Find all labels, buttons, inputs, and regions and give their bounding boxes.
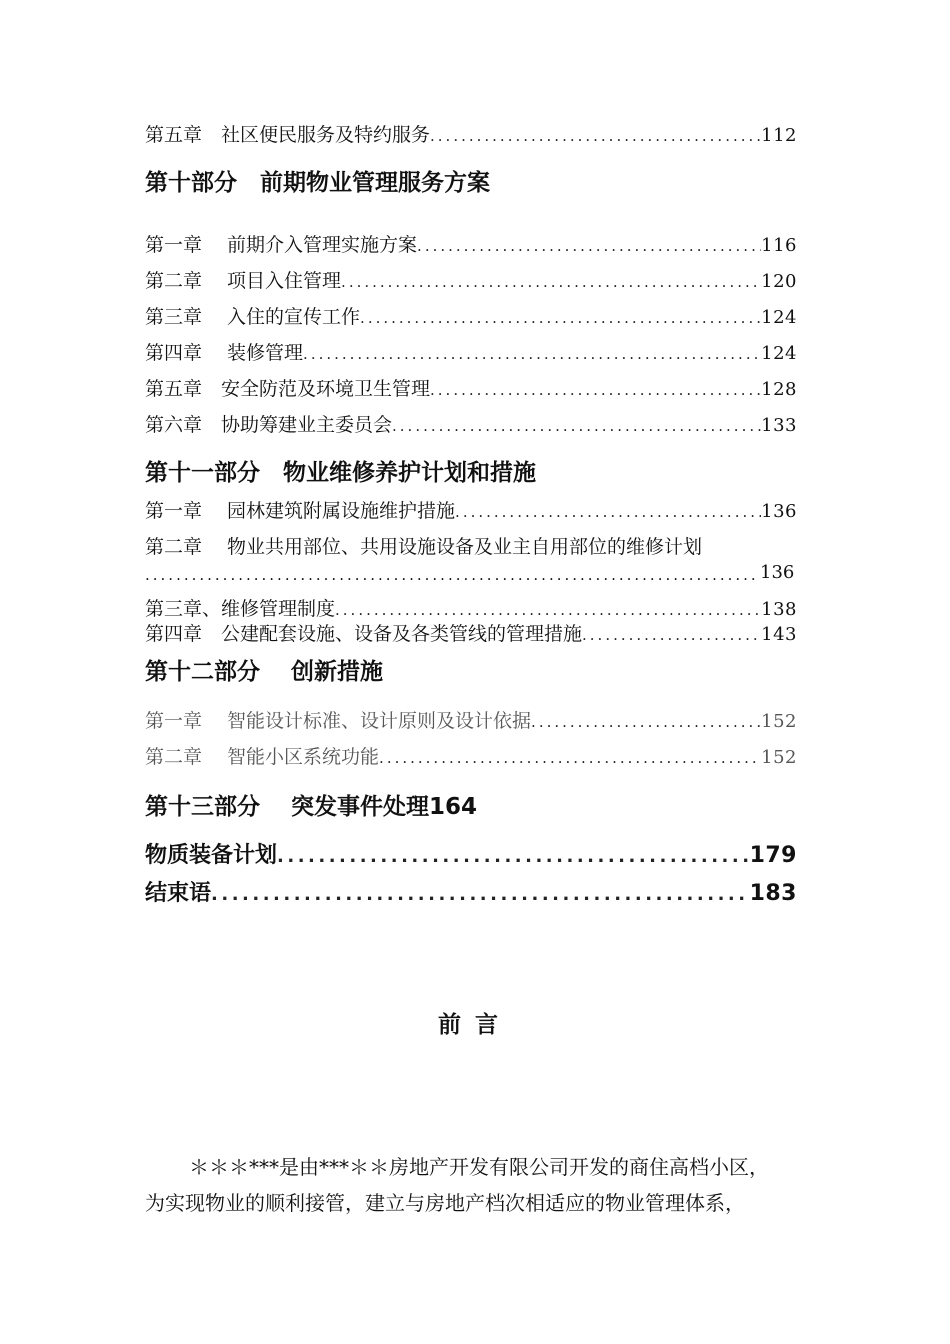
toc-leader-dots bbox=[379, 746, 761, 770]
toc-entry-page: 143 bbox=[761, 624, 797, 645]
toc-leader-dots bbox=[335, 598, 761, 622]
toc-entry[interactable] bbox=[145, 269, 797, 294]
toc-leader-dots bbox=[430, 378, 761, 402]
toc-entry-page: 179 bbox=[749, 843, 797, 868]
part-heading[interactable]: 第十三部分 突发事件处理164 bbox=[145, 794, 478, 820]
toc-entry-label: 物质装备计划 bbox=[145, 843, 278, 868]
part-heading[interactable]: 第十部分 前期物业管理服务方案 bbox=[145, 170, 490, 196]
part-heading[interactable]: 第十一部分 物业维修养护计划和措施 bbox=[145, 460, 536, 486]
paragraph-line: ＊＊＊***是由***＊＊房地产开发有限公司开发的商住高档小区， bbox=[189, 1155, 769, 1179]
toc-entry[interactable] bbox=[145, 535, 797, 559]
toc-leader-dots bbox=[392, 414, 761, 438]
part-heading[interactable]: 第十二部分 创新措施 bbox=[145, 659, 384, 685]
toc-entry-label: 结束语 bbox=[145, 881, 212, 906]
toc-entry-page: 133 bbox=[761, 415, 797, 436]
toc-entry[interactable] bbox=[145, 499, 797, 524]
toc-entry-page: 120 bbox=[761, 271, 797, 292]
toc-entry[interactable] bbox=[145, 709, 797, 734]
toc-entry[interactable] bbox=[145, 123, 797, 148]
toc-leader-dots bbox=[303, 342, 761, 366]
toc-leader-dots bbox=[145, 566, 757, 584]
toc-entry-label: 第五章 社区便民服务及特约服务 bbox=[145, 124, 431, 146]
toc-leader-dots bbox=[531, 710, 761, 734]
toc-entry-label: 第一章 园林建筑附属设施维护措施 bbox=[145, 500, 456, 522]
toc-entry[interactable] bbox=[145, 597, 797, 622]
toc-entry-label: 第一章 前期介入管理实施方案 bbox=[145, 234, 418, 256]
toc-entry-label: 第二章 项目入住管理 bbox=[145, 270, 342, 292]
section-heading: 前言 bbox=[438, 1012, 512, 1038]
toc-entry-page: 124 bbox=[761, 307, 797, 328]
toc-entry-page: 136 bbox=[761, 501, 797, 522]
toc-entry[interactable] bbox=[145, 305, 797, 330]
toc-leader-dots bbox=[430, 124, 761, 148]
toc-entry-label: 第五章 安全防范及环境卫生管理 bbox=[145, 378, 431, 400]
toc-entry-label: 第一章 智能设计标准、设计原则及设计依据 bbox=[145, 710, 532, 732]
toc-entry-label: 第二章 物业共用部位、共用设施设备及业主自用部位的维修计划 bbox=[145, 536, 703, 558]
toc-leader-dots bbox=[417, 234, 761, 258]
toc-entry-page: 124 bbox=[761, 343, 797, 364]
toc-leader-dots bbox=[211, 883, 750, 907]
toc-entry-page: 136 bbox=[760, 562, 795, 583]
toc-leader-dots bbox=[360, 306, 761, 330]
toc-entry[interactable] bbox=[145, 622, 797, 647]
toc-entry[interactable] bbox=[145, 413, 797, 438]
toc-entry-page: 138 bbox=[761, 599, 797, 620]
toc-entry-page: 152 bbox=[761, 747, 797, 768]
toc-entry-label: 第六章 协助筹建业主委员会 bbox=[145, 414, 393, 436]
toc-entry[interactable] bbox=[145, 882, 797, 912]
toc-entry-page: 152 bbox=[761, 711, 797, 732]
toc-entry-label: 第三章 入住的宣传工作 bbox=[145, 306, 361, 328]
toc-entry[interactable] bbox=[145, 844, 797, 874]
toc-leader-dots bbox=[277, 845, 750, 869]
toc-entry-page: 128 bbox=[761, 379, 797, 400]
toc-entry[interactable] bbox=[145, 377, 797, 402]
toc-entry-label: 第二章 智能小区系统功能 bbox=[145, 746, 380, 768]
toc-leader-dots bbox=[455, 500, 761, 524]
toc-entry-page: 116 bbox=[761, 235, 797, 256]
toc-entry-page: 183 bbox=[749, 881, 797, 906]
toc-entry[interactable] bbox=[145, 341, 797, 366]
toc-entry-label: 第三章、维修管理制度 bbox=[145, 598, 336, 620]
toc-entry[interactable] bbox=[145, 745, 797, 770]
paragraph-line: 为实现物业的顺利接管，建立与房地产档次相适应的物业管理体系， bbox=[145, 1191, 745, 1215]
toc-entry-page: 112 bbox=[761, 125, 797, 146]
toc-leader-dots bbox=[341, 270, 761, 294]
toc-entry-label: 第四章 公建配套设施、设备及各类管线的管理措施 bbox=[145, 623, 583, 645]
toc-leader-dots bbox=[582, 623, 761, 647]
toc-entry[interactable] bbox=[145, 233, 797, 258]
toc-entry-label: 第四章 装修管理 bbox=[145, 342, 304, 364]
